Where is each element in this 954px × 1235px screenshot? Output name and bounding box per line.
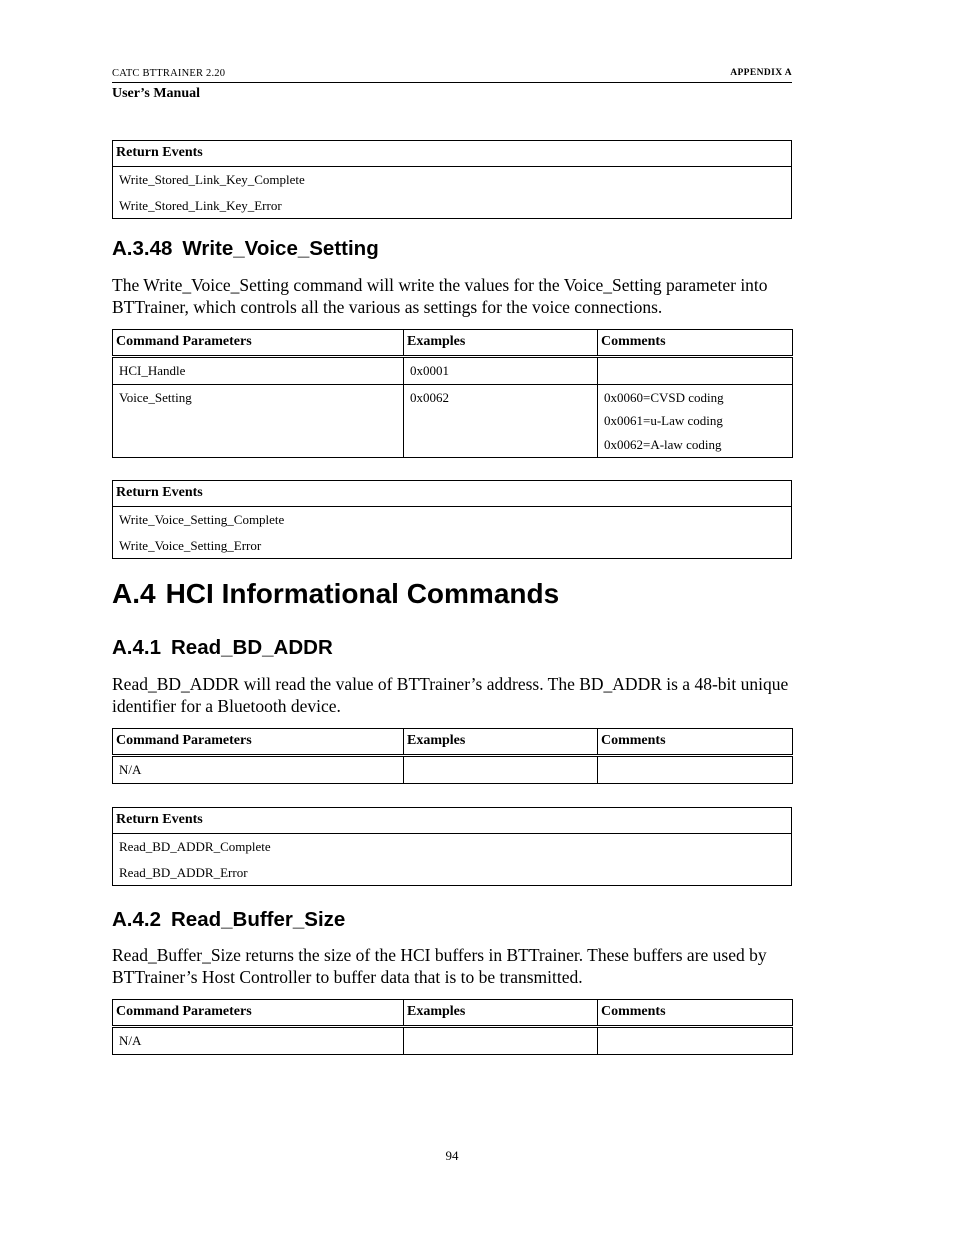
command-parameters-table-write-voice-setting — [112, 329, 793, 458]
example-cell: 0x0062 — [404, 384, 598, 458]
section-title: Read_Buffer_Size — [171, 908, 346, 931]
header-manual: User’s Manual — [112, 86, 201, 101]
return-events-table-write-stored-link-key — [112, 140, 792, 219]
table-header: Return Events — [113, 141, 792, 167]
section-title: Write_Voice_Setting — [182, 237, 379, 260]
section-number: A.4.1 — [112, 636, 161, 659]
page-number: 94 — [445, 1148, 459, 1163]
column-header: Examples — [404, 1000, 598, 1027]
section-number: A.4 — [112, 578, 156, 609]
section-paragraph: Read_Buffer_Size returns the size of the HCI buffers in BTTrainer. These buffers are used by BTTrainer’s Host Controller to buffer data that is to be transmitted. — [112, 945, 767, 987]
section-heading-a41 — [112, 636, 333, 660]
event-row: Write_Stored_Link_Key_Error — [113, 193, 792, 219]
table-header: Return Events — [113, 481, 792, 507]
table-row — [113, 384, 793, 458]
section-title: Read_BD_ADDR — [171, 636, 333, 659]
table-row — [113, 1027, 793, 1055]
command-parameters-table-read-bd-addr — [112, 728, 793, 784]
header-appendix: APPENDIX A — [730, 68, 792, 78]
table-header: Return Events — [113, 808, 792, 834]
param-cell: HCI_Handle — [113, 357, 404, 385]
param-cell: N/A — [113, 1027, 404, 1055]
section-paragraph: Read_BD_ADDR will read the value of BTTrainer’s address. The BD_ADDR is a 48-bit unique identifier for a Bluetooth device. — [112, 674, 789, 716]
column-header: Command Parameters — [113, 729, 404, 756]
table-row — [113, 756, 793, 784]
example-cell — [404, 756, 598, 784]
section-number: A.4.2 — [112, 908, 161, 931]
comment-line: 0x0060=CVSD coding — [604, 389, 724, 405]
section-heading-a42 — [112, 908, 345, 932]
comment-cell — [598, 1027, 793, 1055]
comment-cell — [598, 357, 793, 385]
example-cell: 0x0001 — [404, 357, 598, 385]
event-row: Read_BD_ADDR_Error — [113, 860, 792, 886]
column-header: Examples — [404, 330, 598, 357]
section-heading-a348 — [112, 237, 379, 261]
event-row: Write_Voice_Setting_Error — [113, 533, 792, 559]
param-cell: N/A — [113, 756, 404, 784]
event-row: Write_Voice_Setting_Complete — [113, 507, 792, 533]
column-header: Comments — [598, 729, 793, 756]
comment-line: 0x0061=u-Law coding — [604, 413, 723, 428]
return-events-table-write-voice-setting — [112, 480, 792, 559]
column-header: Comments — [598, 1000, 793, 1027]
comment-cell — [598, 756, 793, 784]
column-header: Command Parameters — [113, 1000, 404, 1027]
column-header: Examples — [404, 729, 598, 756]
header-product: CATC BTTRAINER 2.20 — [112, 68, 226, 79]
comment-line: 0x0062=A-law coding — [604, 436, 722, 452]
section-heading-a4 — [112, 578, 559, 610]
section-number: A.3.48 — [112, 237, 173, 260]
param-cell: Voice_Setting — [113, 384, 404, 458]
table-row — [113, 357, 793, 385]
section-paragraph: The Write_Voice_Setting command will write the values for the Voice_Setting parameter into BTTrainer, which controls all the various as settings for the voice connections. — [112, 275, 768, 317]
event-row: Read_BD_ADDR_Complete — [113, 834, 792, 860]
column-header: Comments — [598, 330, 793, 357]
column-header: Command Parameters — [113, 330, 404, 357]
command-parameters-table-read-buffer-size — [112, 999, 793, 1055]
running-header — [112, 68, 792, 83]
return-events-table-read-bd-addr — [112, 807, 792, 886]
section-title: HCI Informational Commands — [165, 578, 560, 609]
event-row: Write_Stored_Link_Key_Complete — [113, 167, 792, 193]
comment-cell — [598, 384, 793, 458]
example-cell — [404, 1027, 598, 1055]
